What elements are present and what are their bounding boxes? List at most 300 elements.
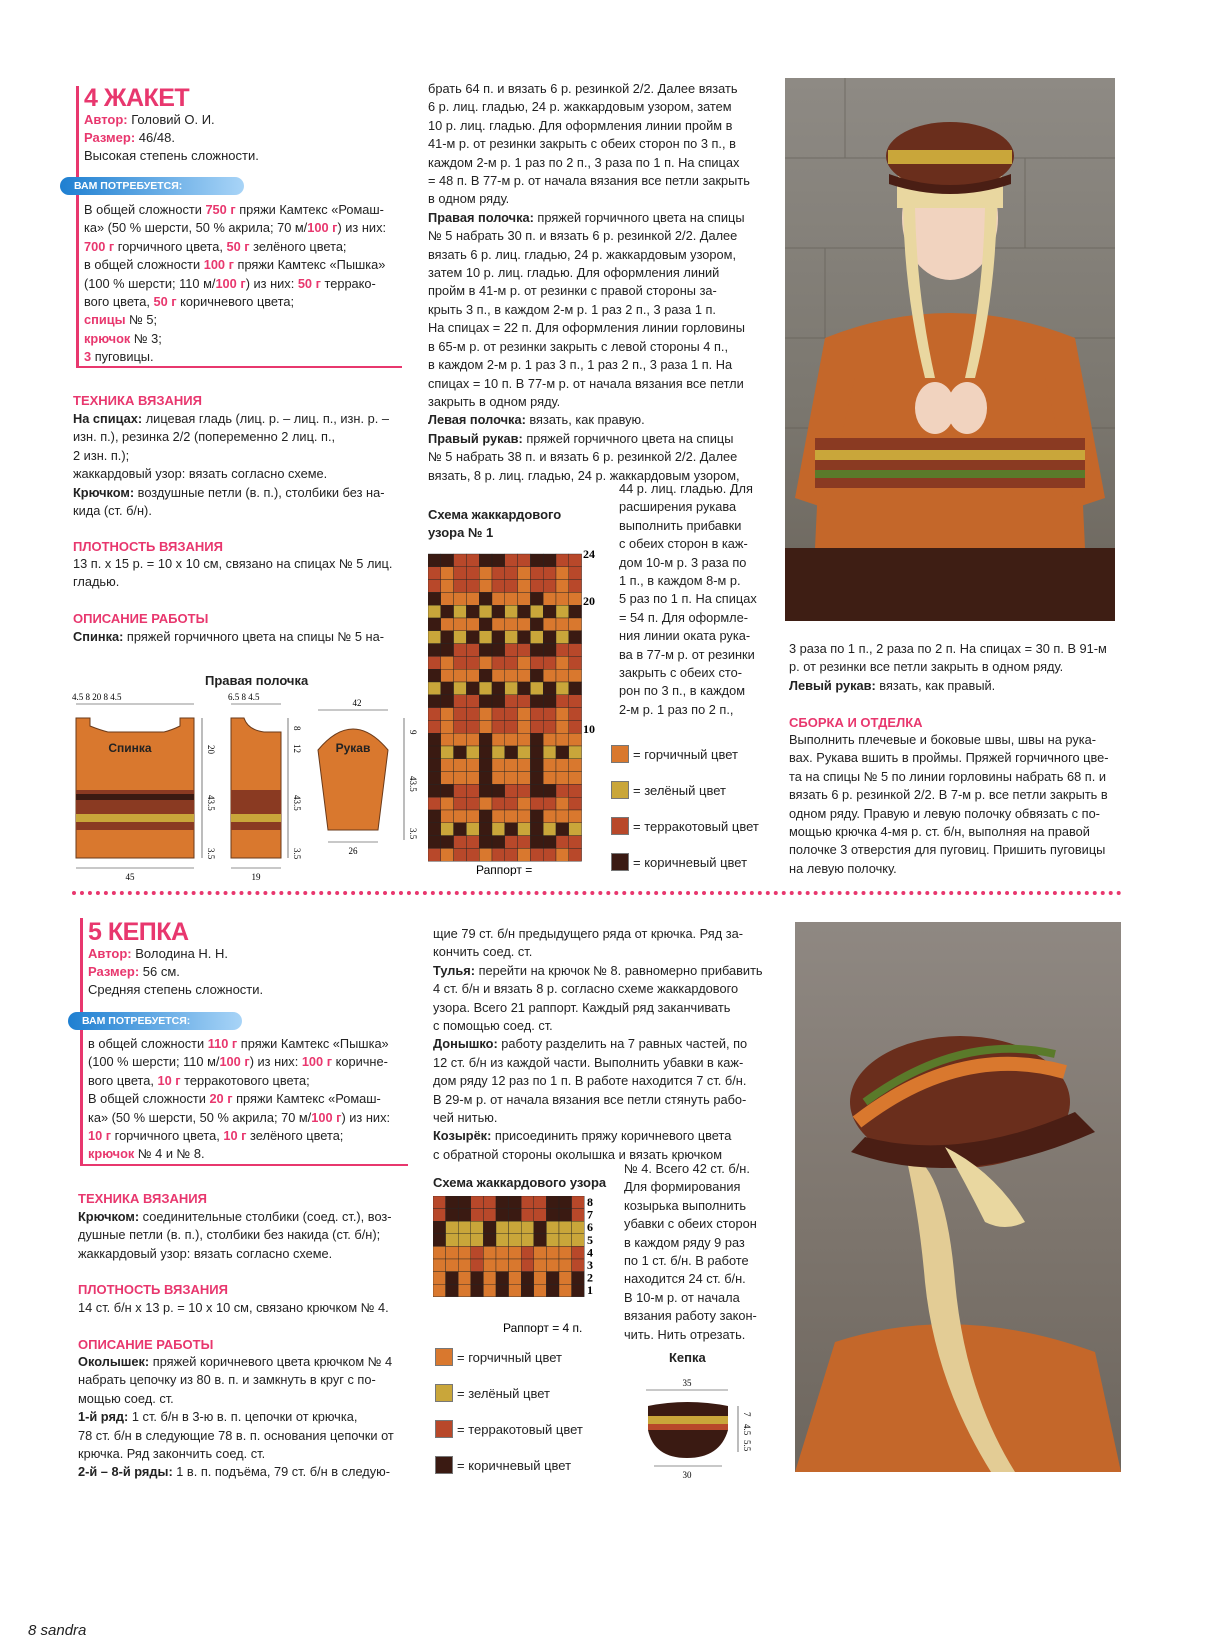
jacket-chart-cell <box>466 580 479 593</box>
cap-schema-h2: 4.5 <box>742 1424 752 1436</box>
jacket-chart-cell <box>530 797 543 810</box>
jacket-chart-cell <box>428 669 441 682</box>
difficulty: Средняя степень сложности. <box>88 982 264 997</box>
jacket-chart-cell <box>530 567 543 580</box>
jacket-chart-cell <box>466 848 479 861</box>
jacket-chart-cell <box>428 656 441 669</box>
schema-front-h1: 8 <box>292 726 302 731</box>
jacket-col2_lines-line: пройм в 41-м р. от резинки с правой стороны за- <box>428 283 717 299</box>
jacket-assembly-text <box>789 731 1121 878</box>
jacket-chart-cell <box>479 682 492 695</box>
cap-chart-cell <box>546 1259 559 1272</box>
jacket-col2_narrow-line: ва в 77-м р. от резинки <box>619 646 755 662</box>
jacket-chart-cell <box>530 810 543 823</box>
jacket-chart-cell <box>466 720 479 733</box>
magazine-brand: sandra <box>40 1622 87 1639</box>
legend-label: = горчичный цвет <box>633 746 738 762</box>
jacket-chart-cell <box>466 682 479 695</box>
jacket-chart-cell <box>530 592 543 605</box>
schema-front-bottom: 19 <box>251 872 261 882</box>
jacket-chart-cell <box>505 605 518 618</box>
jacket-desc-head: ОПИСАНИЕ РАБОТЫ <box>73 611 209 626</box>
jacket-chart-cell <box>569 580 582 593</box>
jacket-density-head: ПЛОТНОСТЬ ВЯЗАНИЯ <box>73 539 223 554</box>
cap-chart-cell <box>521 1246 534 1259</box>
jacket-chart-cell <box>441 708 454 721</box>
jacket-need_lines-line: 700 г горчичного цвета, 50 г зелёного цвета; <box>84 238 347 254</box>
jacket-chart-cell <box>479 772 492 785</box>
jacket-chart-cell <box>556 567 569 580</box>
jacket-chart-cell <box>441 733 454 746</box>
jacket-chart-cell <box>505 618 518 631</box>
jacket-chart-cell <box>454 708 467 721</box>
cap-chart-cell <box>572 1209 585 1222</box>
cap-chart-cell <box>433 1272 446 1285</box>
cap-chart-row: 4 <box>587 1245 593 1260</box>
jacket-chart-cell <box>518 772 531 785</box>
jacket-chart-cell <box>569 733 582 746</box>
jacket-chart-cell <box>479 708 492 721</box>
cap-chart-cell <box>572 1246 585 1259</box>
jacket-chart-cell <box>454 772 467 785</box>
jacket-chart-cell <box>441 567 454 580</box>
jacket-chart-cell <box>569 784 582 797</box>
jacket-chart-cell <box>492 695 505 708</box>
cap-density-text: 14 ст. б/н х 13 р. = 10 х 10 см, связано крючком № 4. <box>78 1300 389 1315</box>
cap-schema-h3: 5.5 <box>742 1440 752 1452</box>
schema-front-h2: 12 <box>292 744 302 753</box>
swatch-terracotta <box>611 817 629 835</box>
jacket-col2_lines-line: вязать 6 р. лиц. гладью, 24 р. жаккардовым узором, <box>428 246 737 262</box>
cap-chart-cell <box>534 1259 547 1272</box>
cap-col2_narrow-line: убавки с обеих сторон <box>624 1216 757 1232</box>
jacket-col2_narrow-line: дом 10-м р. 3 раза по <box>619 554 747 570</box>
jacket-chart-cell <box>530 605 543 618</box>
jacket-chart-cell <box>556 784 569 797</box>
jacket-chart-cell <box>556 592 569 605</box>
jacket-chart-cell <box>441 823 454 836</box>
schema-sleeve-top: 42 <box>352 698 362 708</box>
cap-chart-cell <box>446 1272 459 1285</box>
cap-chart-cell <box>471 1196 484 1209</box>
schema-back-stripe <box>76 794 194 800</box>
cap-chart-cell <box>521 1259 534 1272</box>
jacket-chart-cell <box>530 784 543 797</box>
jacket-technique_lines-line: На спицах: лицевая гладь (лиц. р. – лиц. п., изн. р. – <box>73 411 389 426</box>
cap-schema <box>640 1372 770 1482</box>
jacket-chart-cell <box>479 567 492 580</box>
jacket-chart-cell <box>543 836 556 849</box>
cap-col2_lines-line: 4 ст. б/н и вязать 8 р. согласно схеме жаккардового <box>433 981 739 997</box>
jacket-col3-text <box>789 640 1121 695</box>
cap-chart-cell <box>471 1272 484 1285</box>
jacket-chart-cell <box>454 720 467 733</box>
jacket-chart-cell <box>492 605 505 618</box>
cap-chart-cell <box>433 1209 446 1222</box>
jacket-assembly_lines-line: на левую полочку. <box>789 860 897 876</box>
jacket-chart-cell <box>518 733 531 746</box>
cap-chart-cell <box>546 1209 559 1222</box>
cap-accent-underline <box>80 1164 408 1166</box>
cap-desc_lines-line: набрать цепочку из 80 в. п. и замкнуть в круг с по- <box>78 1372 376 1388</box>
cap-chart-cell <box>496 1259 509 1272</box>
jacket-chart-cell <box>454 784 467 797</box>
jacket-chart-cell <box>454 733 467 746</box>
cap-chart-cell <box>521 1196 534 1209</box>
jacket-chart-cell <box>505 848 518 861</box>
cap-chart-cell <box>559 1209 572 1222</box>
cap-col2_narrow-line: козырька выполнить <box>624 1197 747 1213</box>
schema-front-top: 6.5 8 4.5 <box>228 692 260 702</box>
jacket-chart-cell <box>543 567 556 580</box>
jacket-chart-cell <box>569 836 582 849</box>
jacket-assembly_lines-line: вах. Рукава вшить в проймы. Пряжей горчичного цве- <box>789 750 1109 766</box>
jacket-chart-cell <box>543 720 556 733</box>
jacket-chart-cell <box>518 682 531 695</box>
cap-chart-cell <box>521 1272 534 1285</box>
cap-chart-cell <box>534 1196 547 1209</box>
swatch-mustard <box>435 1348 453 1366</box>
jacket-chart-cell <box>543 682 556 695</box>
cap-chart-cell <box>509 1196 522 1209</box>
jacket-chart-cell <box>428 567 441 580</box>
schema-sleeve-label: Рукав <box>335 741 371 755</box>
jacket-chart-cell <box>441 580 454 593</box>
jacket-chart-cell <box>492 797 505 810</box>
jacket-chart-cell <box>530 618 543 631</box>
author-label: Автор: <box>84 112 128 127</box>
cap-chart-cell <box>471 1284 484 1297</box>
cap-chart-cell <box>496 1221 509 1234</box>
cap-technique_lines-line: душные петли (в. п.), столбики без накида (ст. б/н); <box>78 1227 381 1243</box>
jacket-meta <box>84 111 404 165</box>
cap-chart-cell <box>496 1246 509 1259</box>
cap-chart-cell <box>509 1246 522 1259</box>
jacket-col2_narrow-line: 1 п., в каждом 8-м р. <box>619 573 741 589</box>
swatch-green <box>435 1384 453 1402</box>
jacket-chart-cell <box>543 618 556 631</box>
jacket-chart-cell <box>569 848 582 861</box>
jacket-chart-cell <box>569 759 582 772</box>
schema-back-h1: 20 <box>206 745 216 754</box>
jacket-chart-cell <box>556 656 569 669</box>
jacket-chart-cell <box>556 733 569 746</box>
cap-schema-top: 35 <box>682 1378 692 1388</box>
schema-back-h3: 3.5 <box>206 848 216 860</box>
jacket-chart-cell <box>543 810 556 823</box>
jacket-chart-cell <box>543 759 556 772</box>
jacket-chart-cell <box>518 720 531 733</box>
jacket-chart-cell <box>543 848 556 861</box>
jacket-chart-cell <box>492 656 505 669</box>
jacket-chart-cell <box>428 580 441 593</box>
cap-chart-cell <box>572 1234 585 1247</box>
jacket-chart-cell <box>543 695 556 708</box>
jacket-chart-cell <box>479 848 492 861</box>
jacket-chart-cell <box>454 554 467 567</box>
jacket-chart-cell <box>428 682 441 695</box>
cap-chart-cell <box>458 1234 471 1247</box>
cap-chart-row: 5 <box>587 1232 593 1247</box>
jacket-chart-cell <box>569 708 582 721</box>
jacket-chart-title: Схема жаккардового узора № 1 <box>428 507 562 540</box>
schema-back-top: 4.5 8 20 8 4.5 <box>72 692 122 702</box>
jacket-chart-cell <box>505 708 518 721</box>
jacket-chart-cell <box>556 580 569 593</box>
jacket-chart-cell <box>505 644 518 657</box>
jacket-chart-cell <box>479 554 492 567</box>
jacket-technique_lines-line: Крючком: воздушные петли (в. п.), столбики без на- <box>73 484 385 500</box>
jacket-chart-cell <box>454 836 467 849</box>
jacket-chart-cell <box>518 695 531 708</box>
jacket-chart-cell <box>543 746 556 759</box>
jacket-col2_narrow-line: 5 раз по 1 п. На спицах <box>619 591 757 607</box>
cap-chart-cell <box>496 1196 509 1209</box>
jacket-chart-cell <box>466 567 479 580</box>
cap-chart-cell <box>458 1209 471 1222</box>
jacket-chart-cell <box>569 682 582 695</box>
jacket-need-list <box>84 201 404 367</box>
cap-chart-row: 3 <box>587 1258 593 1272</box>
jacket-chart-cell <box>543 797 556 810</box>
jacket-chart-cell <box>441 592 454 605</box>
jacket-density-text <box>73 555 403 592</box>
jacket-chart-cell <box>518 759 531 772</box>
jacket-chart-cell <box>479 720 492 733</box>
cap-technique_lines-line: жаккардовый узор: вязать согласно схеме. <box>78 1245 333 1261</box>
jacket-chart-cell <box>454 618 467 631</box>
jacket-desc-line: Спинка: пряжей горчичного цвета на спицы № 5 на- <box>73 629 384 644</box>
jacket-assembly_lines-line: та на спицы № 5 по линии горловины набрать 68 п. и <box>789 768 1106 784</box>
cap-chart-cell <box>433 1259 446 1272</box>
chart-row-10: 10 <box>583 722 595 736</box>
jacket-chart-cell <box>441 772 454 785</box>
jacket-chart-cell <box>479 644 492 657</box>
cap-col2_lines-line: Козырёк: присоединить пряжу коричневого цвета <box>433 1128 732 1144</box>
jacket-col2_lines-line: Правый рукав: пряжей горчичного цвета на спицы <box>428 430 734 446</box>
jacket-chart-cell <box>556 836 569 849</box>
swatch-terracotta <box>435 1420 453 1438</box>
jacket-chart-cell <box>466 644 479 657</box>
jacket-chart-cell <box>428 810 441 823</box>
jacket-chart-cell <box>569 605 582 618</box>
jacket-chart-cell <box>556 644 569 657</box>
cap-chart-cell <box>483 1272 496 1285</box>
cap-density-head: ПЛОТНОСТЬ ВЯЗАНИЯ <box>78 1282 228 1297</box>
cap-chart-cell <box>496 1209 509 1222</box>
chart-rapport: Раппорт = <box>476 863 533 876</box>
cap-chart-cell <box>433 1221 446 1234</box>
cap-col2_lines-line: щие 79 ст. б/н предыдущего ряда от крючка. Ряд за- <box>433 926 743 941</box>
cap-col2_lines-line: с помощью соед. ст. <box>433 1018 553 1034</box>
cap-chart-cell <box>496 1272 509 1285</box>
jacket-assembly_lines-line: Выполнить плечевые и боковые швы, швы на рука- <box>789 732 1097 747</box>
cap-chart-cell <box>534 1221 547 1234</box>
jacket-chart-cell <box>569 720 582 733</box>
cap-chart-cell <box>458 1272 471 1285</box>
cap-col2_lines-line: с обратной стороны околышка и вязать крючком <box>433 1146 722 1162</box>
jacket-need_lines-line: В общей сложности 750 г пряжи Камтекс «Ромаш- <box>84 202 384 217</box>
cap-chart-cell <box>572 1196 585 1209</box>
cap-chart-cell <box>471 1209 484 1222</box>
jacket-chart-cell <box>505 656 518 669</box>
cap-technique-text <box>78 1208 410 1263</box>
cap-desc_lines-line: 78 ст. б/н в следующие 78 в. п. основания цепочки от <box>78 1427 394 1443</box>
cap-need_lines-line: в общей сложности 110 г пряжи Камтекс «Пышка» <box>88 1036 389 1051</box>
jacket-technique_lines-line: 2 изн. п.); <box>73 447 130 463</box>
jacket-chart-cell <box>530 580 543 593</box>
jacket-chart-cell <box>428 592 441 605</box>
jacket-col2_lines-line: 6 р. лиц. гладью, 24 р. жаккардовым узором, затем <box>428 99 732 115</box>
cap-need_lines-line: вого цвета, 10 г терракотового цвета; <box>88 1072 310 1088</box>
jacket-col2_narrow-line: ния линии оката рука- <box>619 628 751 644</box>
jacket-chart-cell <box>492 644 505 657</box>
jacket-chart-cell <box>569 567 582 580</box>
cap-chart-cell <box>572 1259 585 1272</box>
cap-chart-cell <box>559 1196 572 1209</box>
cap-col2_narrow-line: по 1 ст. б/н. В работе <box>624 1253 749 1269</box>
jacket-chart-cell <box>492 631 505 644</box>
cap-need_lines-line: В общей сложности 20 г пряжи Камтекс «Ромаш- <box>88 1091 381 1107</box>
jacket-chart-cell <box>454 592 467 605</box>
jacket-chart-cell <box>428 848 441 861</box>
schema-sleeve-bottom: 26 <box>348 846 358 856</box>
jacket-chart-cell <box>530 746 543 759</box>
cap-col2_lines-line: Донышко: работу разделить на 7 равных частей, по <box>433 1036 748 1052</box>
jacket-col3_lines-line: 3 раза по 1 п., 2 раза по 2 п. На спицах = 30 п. В 91-м <box>789 641 1107 656</box>
jacket-chart-cell <box>556 823 569 836</box>
jacket-chart-cell <box>492 759 505 772</box>
schema-sleeve-h3: 3.5 <box>408 828 418 840</box>
cap-chart <box>433 1196 608 1336</box>
jacket-chart-cell <box>454 605 467 618</box>
jacket-chart-cell <box>492 733 505 746</box>
jacket-chart-cell <box>492 772 505 785</box>
cap-col2_narrow-line: № 4. Всего 42 ст. б/н. <box>624 1161 750 1176</box>
cap-col2_narrow-line: Для формирования <box>624 1179 741 1195</box>
jacket-chart-cell <box>428 554 441 567</box>
legend-label: = зелёный цвет <box>457 1385 550 1401</box>
jacket-chart-cell <box>492 618 505 631</box>
cap-chart-cell <box>534 1272 547 1285</box>
jacket-chart-cell <box>479 669 492 682</box>
jacket-chart-cell <box>441 682 454 695</box>
jacket-chart-cell <box>518 836 531 849</box>
legend-label: = коричневый цвет <box>457 1457 572 1473</box>
jacket-chart-cell <box>454 656 467 669</box>
cap-chart-cell <box>483 1221 496 1234</box>
cap-schema-title: Кепка <box>669 1350 706 1365</box>
size-value: 46/48. <box>138 130 175 145</box>
jacket-chart-cell <box>441 784 454 797</box>
jacket-chart-cell <box>454 669 467 682</box>
jacket-chart-cell <box>428 733 441 746</box>
jacket-chart <box>428 546 603 876</box>
jacket-chart-cell <box>441 695 454 708</box>
legend-label: = горчичный цвет <box>457 1349 562 1365</box>
legend-label: = терракотовый цвет <box>457 1421 583 1437</box>
jacket-chart-cell <box>428 631 441 644</box>
jacket-chart-cell <box>492 836 505 849</box>
jacket-chart-cell <box>428 746 441 759</box>
jacket-chart-cell <box>441 618 454 631</box>
cap-accent-line <box>80 918 83 1164</box>
jacket-legend-brown <box>611 853 747 871</box>
cap-chart-cell <box>458 1246 471 1259</box>
cap-chart-cell <box>534 1234 547 1247</box>
jacket-technique_lines-line: жаккардовый узор: вязать согласно схеме. <box>73 466 328 482</box>
page-number: 8 <box>28 1622 37 1639</box>
jacket-chart-cell <box>466 592 479 605</box>
schema-front-stripe <box>231 814 281 822</box>
cap-technique-head: ТЕХНИКА ВЯЗАНИЯ <box>78 1191 207 1206</box>
jacket-col2_narrow-line: выполнить прибавки <box>619 517 742 533</box>
jacket-need_lines-line: в общей сложности 100 г пряжи Камтекс «Пышка» <box>84 257 386 273</box>
cap-photo-illustration <box>795 922 1121 1472</box>
cap-col2_narrow-line: В 10-м р. от начала <box>624 1289 740 1305</box>
jacket-chart-cell <box>454 644 467 657</box>
cap-chart-cell <box>509 1259 522 1272</box>
cap-chart-cell <box>509 1284 522 1297</box>
cap-technique_lines-line: Крючком: соединительные столбики (соед. ст.), воз- <box>78 1209 392 1224</box>
cap-chart-row: 7 <box>587 1207 593 1222</box>
jacket-chart-cell <box>441 759 454 772</box>
jacket-col2_lines-line: Левая полочка: вязать, как правую. <box>428 412 645 428</box>
jacket-chart-cell <box>543 733 556 746</box>
author-label: Автор: <box>88 946 132 961</box>
jacket-chart-cell <box>543 656 556 669</box>
jacket-photo-illustration <box>785 78 1115 621</box>
jacket-chart-cell <box>518 784 531 797</box>
cap-chart-cell <box>458 1259 471 1272</box>
jacket-chart-cell <box>569 810 582 823</box>
jacket-chart-cell <box>518 797 531 810</box>
cap-col2-narrow <box>624 1160 766 1344</box>
jacket-chart-cell <box>428 618 441 631</box>
jacket-chart-cell <box>518 848 531 861</box>
jacket-chart-cell <box>466 708 479 721</box>
legend-label: = зелёный цвет <box>633 782 726 798</box>
jacket-chart-cell <box>543 784 556 797</box>
jacket-chart-cell <box>530 759 543 772</box>
cap-chart-cell <box>559 1221 572 1234</box>
jacket-chart-cell <box>479 618 492 631</box>
jacket-chart-cell <box>530 656 543 669</box>
jacket-col3_lines-line: Левый рукав: вязать, как правый. <box>789 677 996 693</box>
jacket-chart-cell <box>530 720 543 733</box>
jacket-col2-narrow <box>619 480 762 719</box>
cap-chart-cell <box>446 1246 459 1259</box>
jacket-col2_lines-line: Правая полочка: пряжей горчичного цвета на спицы <box>428 209 745 225</box>
jacket-assembly_lines-line: полочке 3 отверстия для пуговиц. Пришить пуговицы <box>789 842 1106 858</box>
jacket-col3_lines-line: р. от резинки все петли закрыть в одном ряду. <box>789 659 1064 675</box>
jacket-col2_lines-line: На спицах = 22 п. Для оформления линии горловины <box>428 320 745 336</box>
cap-desc_lines-line: 1-й ряд: 1 ст. б/н в 3-ю в. п. цепочки от крючка, <box>78 1409 358 1425</box>
schema-front-h3: 43.5 <box>292 795 302 811</box>
jacket-chart-cell <box>530 682 543 695</box>
cap-chart-cell <box>471 1259 484 1272</box>
cap-desc_lines-line: мощью соед. ст. <box>78 1390 174 1406</box>
jacket-chart-cell <box>441 656 454 669</box>
schema-front-h4: 3.5 <box>292 848 302 860</box>
jacket-chart-cell <box>428 836 441 849</box>
cap-chart-cell <box>572 1284 585 1297</box>
cap-chart-cell <box>559 1272 572 1285</box>
swatch-brown <box>611 853 629 871</box>
jacket-col2_narrow-line: 44 р. лиц. гладью. Для <box>619 481 753 496</box>
jacket-col2_lines-line: закрыть в одном ряду. <box>428 393 561 409</box>
cap-chart-cell <box>559 1284 572 1297</box>
